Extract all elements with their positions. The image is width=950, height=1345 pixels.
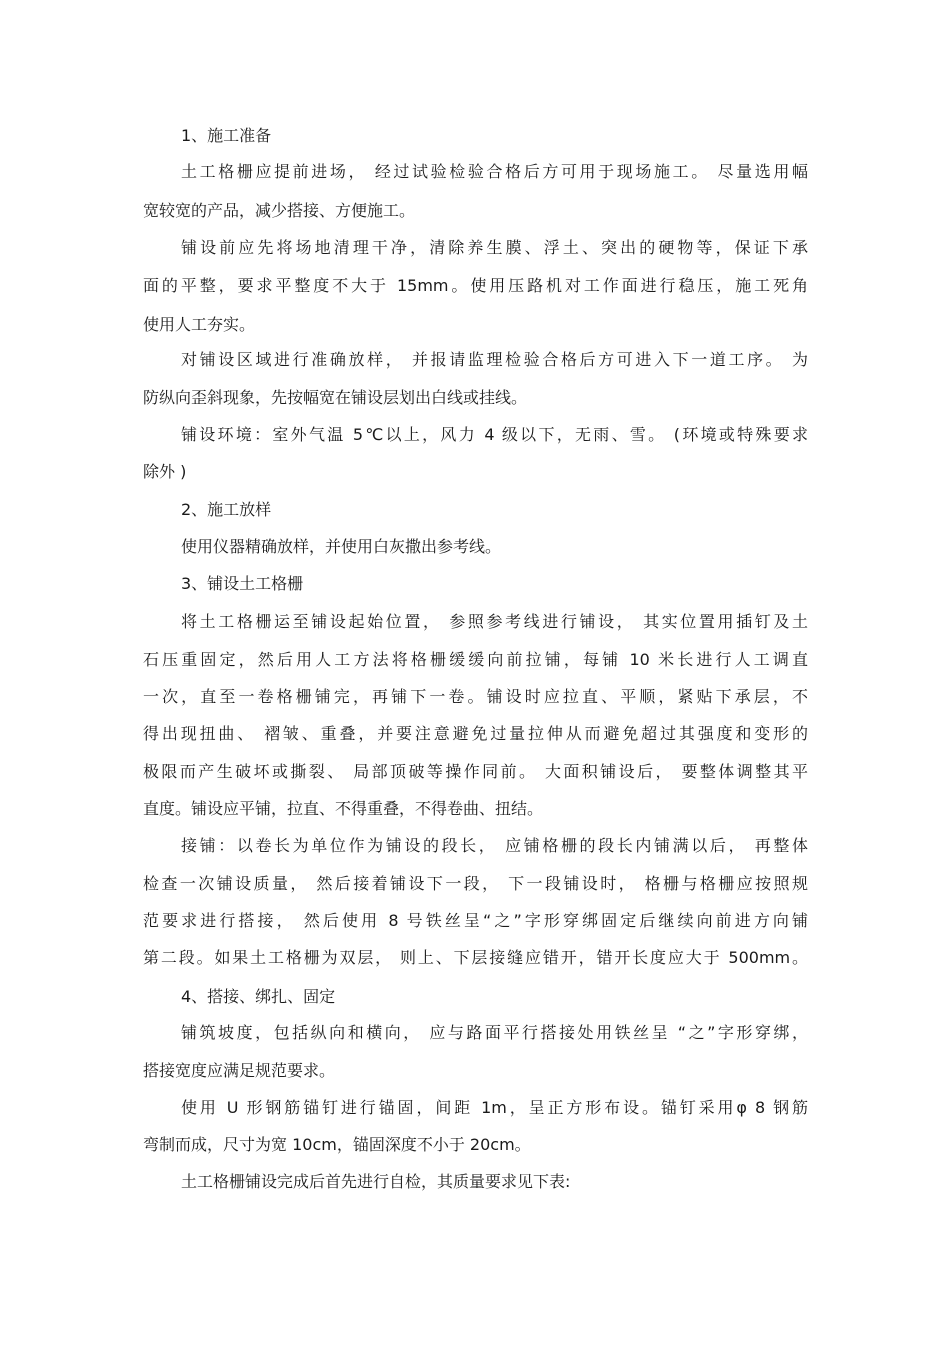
paragraph-line: 对铺设区域进行准确放样， 并报请监理检验合格后方可进入下一道工序。 为 [181,350,808,369]
paragraph-line: 弯制而成，尺寸为宽 10cm，锚固深度不小于 20cm。 [143,1135,531,1154]
paragraph-line: 使用人工夯实。 [143,315,256,334]
paragraph-line: 铺筑坡度，包括纵向和横向， 应与路面平行搭接处用铁丝呈 “之”字形穿绑， [181,1023,808,1042]
paragraph-line: 第二段。如果土工格栅为双层， 则上、下层接缝应错开，错开长度应大于 500mm。 [143,948,808,967]
heading-lap-binding-fixing: 4、搭接、绑扎、固定 [181,987,336,1006]
paragraph-line: 极限而产生破坏或撕裂、 局部顶破等操作同前。 大面积铺设后， 要整体调整其平 [143,762,808,781]
paragraph-line: 面的平整，要求平整度不大于 15mm。使用压路机对工作面进行稳压，施工死角 [143,276,808,295]
paragraph-line: 直度。铺设应平铺，拉直、不得重叠，不得卷曲、扭结。 [143,799,544,818]
heading-construction-preparation: 1、施工准备 [181,126,272,145]
heading-laying-geogrid: 3、铺设土工格栅 [181,574,304,593]
paragraph-line: 搭接宽度应满足规范要求。 [143,1061,336,1080]
paragraph-line: 土工格栅应提前进场， 经过试验检验合格后方可用于现场施工。 尽量选用幅 [181,162,808,181]
paragraph-line: 得出现扭曲、 褶皱、重叠，并要注意避免过量拉伸从而避免超过其强度和变形的 [143,724,808,743]
paragraph-line: 土工格栅铺设完成后首先进行自检，其质量要求见下表: [181,1172,571,1191]
paragraph-line: 检查一次铺设质量， 然后接着铺设下一段， 下一段铺设时， 格栅与格栅应按照规 [143,874,808,893]
paragraph-line: 除外 ) [143,462,187,481]
paragraph-line: 接铺：以卷长为单位作为铺设的段长， 应铺格栅的段长内铺满以后， 再整体 [181,836,808,855]
paragraph-line: 使用仪器精确放样，并使用白灰撒出参考线。 [181,537,502,556]
paragraph-line: 范要求进行搭接， 然后使用 8 号铁丝呈“之”字形穿绑固定后继续向前进方向铺 [143,911,808,930]
paragraph-line: 一次，直至一卷格栅铺完，再铺下一卷。铺设时应拉直、平顺，紧贴下承层，不 [143,687,808,706]
paragraph-line: 防纵向歪斜现象，先按幅宽在铺设层划出白线或挂线。 [143,388,528,407]
paragraph-line: 铺设前应先将场地清理干净，清除养生膜、浮土、突出的硬物等，保证下承 [181,238,808,257]
heading-construction-layout: 2、施工放样 [181,500,272,519]
paragraph-line: 铺设环境：室外气温 5℃以上，风力 4 级以下，无雨、雪。 (环境或特殊要求 [181,425,808,444]
paragraph-line: 宽较宽的产品，减少搭接、方便施工。 [143,201,416,220]
paragraph-line: 将土工格栅运至铺设起始位置， 参照参考线进行铺设， 其实位置用插钉及土 [181,612,808,631]
paragraph-line: 使用 U 形钢筋锚钉进行锚固，间距 1m，呈正方形布设。锚钉采用φ 8 钢筋 [181,1098,808,1117]
paragraph-line: 石压重固定，然后用人工方法将格栅缓缓向前拉铺，每铺 10 米长进行人工调直 [143,650,808,669]
